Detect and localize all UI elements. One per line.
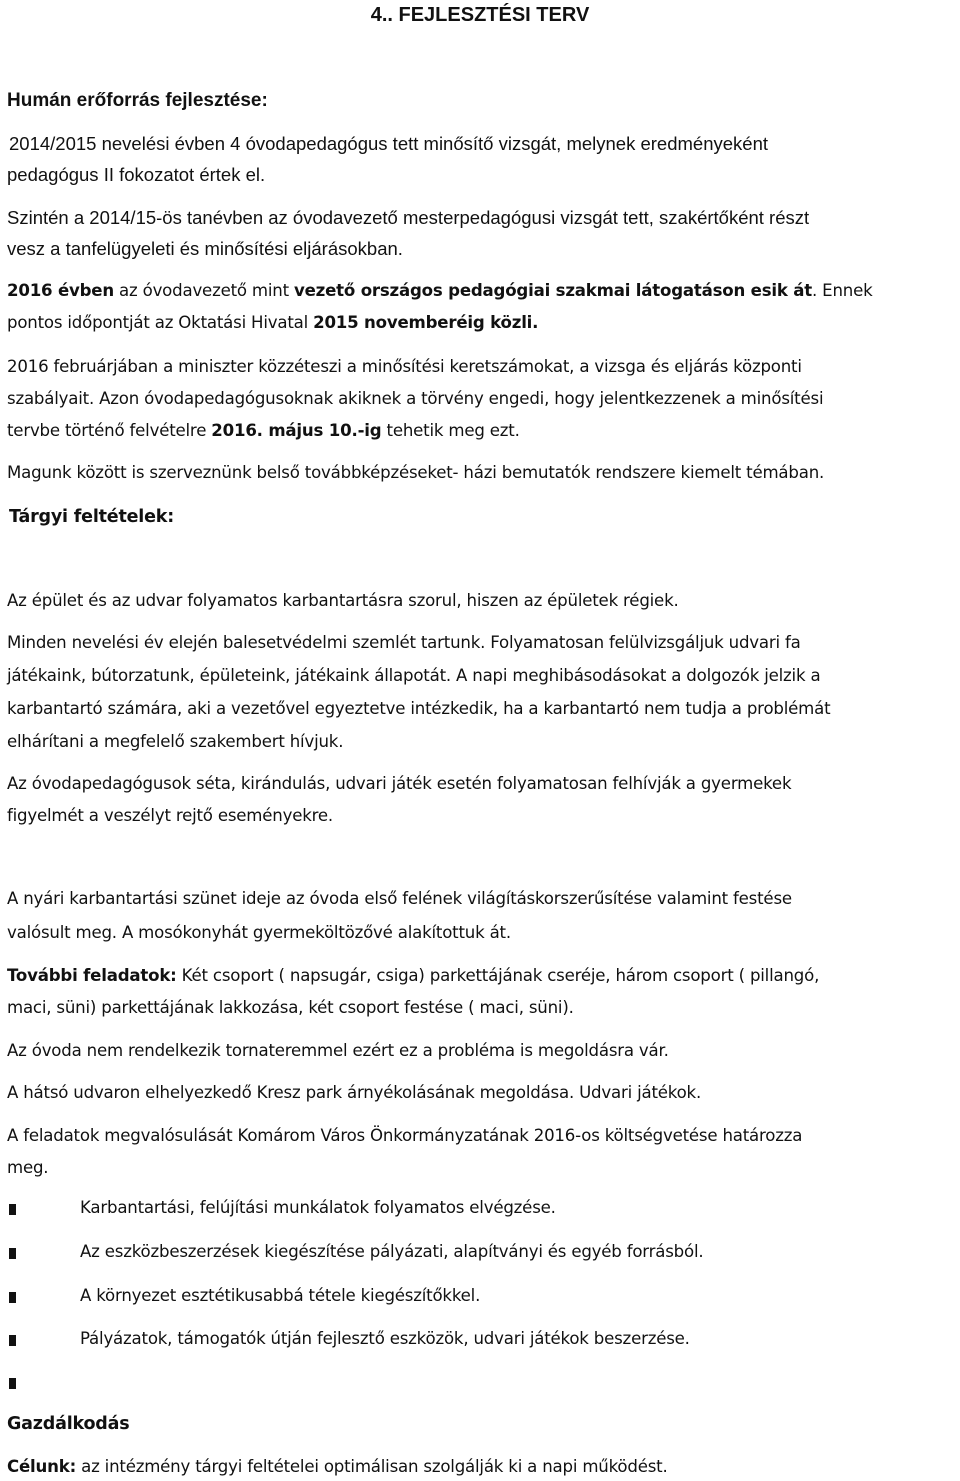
square-bullet-icon	[9, 1204, 16, 1215]
paragraph-line: Az óvoda nem rendelkezik tornateremmel ezért ez a probléma is megoldásra vár.	[7, 1041, 669, 1060]
bold-text: 2015 novemberéig közli.	[313, 313, 539, 332]
paragraph-line: A feladatok megvalósulását Komárom Város Önkormányzatának 2016-os költségvetése határozza	[7, 1126, 803, 1145]
paragraph-line: meg.	[7, 1158, 49, 1177]
paragraph-line: Magunk között is szerveznünk belső továbbképzéseket- házi bemutatók rendszere kiemelt témában.	[7, 463, 825, 482]
list-item-text: A környezet esztétikusabbá tétele kiegészítőkkel.	[80, 1286, 481, 1305]
paragraph-line: Minden nevelési év elején balesetvédelmi szemlét tartunk. Folyamatosan felülvizsgáljuk udvari fa	[7, 633, 801, 652]
paragraph-line	[7, 966, 819, 985]
paragraph-line: Az óvodapedagógusok séta, kirándulás, udvari játék esetén folyamatosan felhívják a gyermekek	[7, 774, 792, 793]
text-span: tervbe történő felvételre	[7, 421, 212, 440]
list-item-text: Karbantartási, felújítási munkálatok folyamatos elvégzése.	[80, 1198, 556, 1217]
bold-text: 2016 évben	[7, 281, 114, 300]
paragraph-line: Az épület és az udvar folyamatos karbantartásra szorul, hiszen az épületek régiek.	[7, 591, 679, 610]
section-heading-economy: Gazdálkodás	[7, 1414, 130, 1434]
paragraph-line: karbantartó számára, aki a vezetővel egyeztetve intézkedik, ha a karbantartó nem tudja a problémát	[7, 699, 831, 718]
list-item-text: Pályázatok, támogatók útján fejlesztő eszközök, udvari játékok beszerzése.	[80, 1329, 690, 1348]
text-span: . Ennek	[812, 281, 873, 300]
square-bullet-icon	[9, 1378, 16, 1389]
paragraph-line: 2014/2015 nevelési évben 4 óvodapedagógus tett minősítő vizsgát, melynek eredményeként	[9, 133, 768, 154]
paragraph-line: maci, süni) parkettájának lakkozása, két csoport festése ( maci, süni).	[7, 998, 574, 1017]
paragraph-line: A hátsó udvaron elhelyezkedő Kresz park árnyékolásának megoldása. Udvari játékok.	[7, 1083, 702, 1102]
paragraph-line: A nyári karbantartási szünet ideje az óvoda első felének világításkorszerűsítése valamint festése	[7, 889, 792, 908]
paragraph-line	[7, 313, 538, 332]
paragraph-line: elhárítani a megfelelő szakembert hívjuk.	[7, 732, 344, 751]
paragraph-line: játékaink, bútorzatunk, épületeink, játékaink állapotát. A napi meghibásodásokat a dolgozók jelzik a	[7, 666, 821, 685]
paragraph-line	[7, 281, 873, 300]
bold-text: Célunk:	[7, 1457, 77, 1476]
paragraph-line	[7, 421, 520, 440]
paragraph-line: vesz a tanfelügyeleti és minősítési eljárásokban.	[7, 238, 403, 259]
bold-text: 2016. május 10.-ig	[211, 421, 382, 440]
paragraph-line: 2016 februárjában a miniszter közzéteszi a minősítési keretszámokat, a vizsga és eljárás központi	[7, 357, 802, 376]
paragraph-line: pedagógus II fokozatot értek el.	[7, 164, 266, 185]
section-heading-material-conditions: Tárgyi feltételek:	[9, 507, 174, 527]
bold-text: vezető országos pedagógiai szakmai látogatáson esik át	[294, 281, 813, 300]
text-span: az intézmény tárgyi feltételei optimálisan szolgálják ki a napi működést.	[76, 1457, 668, 1476]
text-span: pontos időpontját az Oktatási Hivatal	[7, 313, 314, 332]
section-heading-human-resources: Humán erőforrás fejlesztése:	[7, 90, 268, 111]
text-span: Két csoport ( napsugár, csiga) parkettájának cseréje, három csoport ( pillangó,	[176, 966, 820, 985]
square-bullet-icon	[9, 1248, 16, 1259]
list-item-text: Az eszközbeszerzések kiegészítése pályázati, alapítványi és egyéb forrásból.	[80, 1242, 704, 1261]
square-bullet-icon	[9, 1335, 16, 1346]
text-span: az óvodavezető mint	[113, 281, 294, 300]
paragraph-line: figyelmét a veszélyt rejtő eseményekre.	[7, 806, 333, 825]
page-title: 4.. FEJLESZTÉSI TERV	[370, 4, 590, 26]
text-span: tehetik meg ezt.	[381, 421, 520, 440]
paragraph-line: Szintén a 2014/15-ös tanévben az óvodavezető mesterpedagógusi vizsgát tett, szakértőként részt	[7, 207, 810, 228]
bold-text: További feladatok:	[7, 966, 177, 985]
paragraph-line	[7, 1457, 668, 1476]
paragraph-line: szabályait. Azon óvodapedagógusoknak akiknek a törvény engedi, hogy jelentkezzenek a minősítési	[7, 389, 824, 408]
paragraph-line: valósult meg. A mosókonyhát gyermeköltözővé alakítottuk át.	[7, 923, 511, 942]
square-bullet-icon	[9, 1292, 16, 1303]
